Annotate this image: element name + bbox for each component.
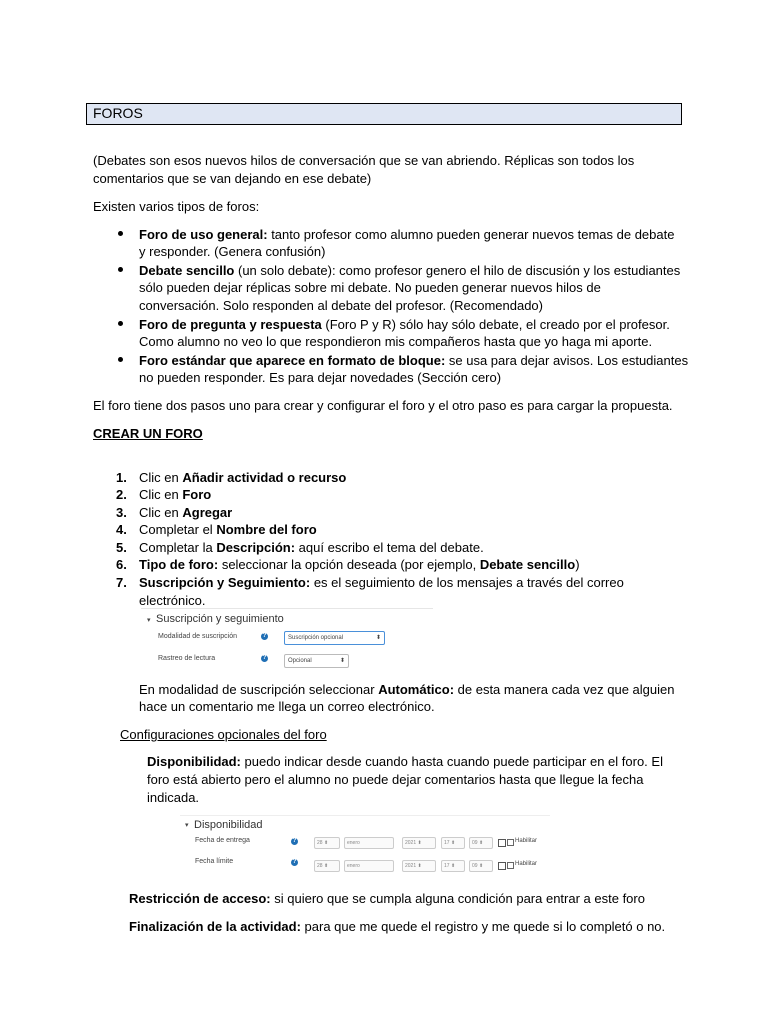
calendar-icon[interactable] — [498, 839, 506, 847]
crear-heading: CREAR UN FORO — [93, 426, 203, 441]
minute-select[interactable]: 09 ⬍ — [469, 837, 493, 849]
disp-line-1: Disponibilidad: puedo indicar desde cuando hasta cuando puede participar en el foro. El — [147, 754, 663, 769]
step-3: Clic en Agregar — [139, 505, 233, 520]
panel-heading: Disponibilidad — [194, 819, 263, 831]
calendar-icon[interactable] — [498, 862, 506, 870]
subscription-mode-select[interactable]: Suscripción opcional ⬍ — [284, 631, 385, 645]
collapse-caret-icon: ▾ — [185, 822, 189, 829]
bullet-2-line-2: sólo pueden dejar réplicas sobre mi debate. No pueden generar nuevos hilos de — [139, 280, 601, 295]
panel-heading: Suscripción y seguimiento — [156, 613, 284, 625]
due-date-label: Fecha de entrega — [195, 837, 250, 844]
disp-line-3: indicada. — [147, 790, 200, 805]
select-arrow-icon: ⬍ — [375, 635, 381, 641]
subscription-mode-label: Modalidad de suscripción — [158, 633, 237, 640]
bullet-dot — [118, 231, 123, 236]
subscription-settings-screenshot — [141, 608, 433, 671]
help-icon: ? — [292, 838, 297, 844]
step-7: Suscripción y Seguimiento: es el seguimiento de los mensajes a través del correo — [139, 575, 624, 590]
step-number: 1. — [116, 470, 127, 485]
year-select[interactable]: 2021 ⬍ — [402, 837, 436, 849]
day-select[interactable]: 28 ⬍ — [314, 860, 340, 872]
types-heading: Existen varios tipos de foros: — [93, 199, 260, 214]
step-number: 4. — [116, 522, 127, 537]
bullet-3-line-1: Foro de pregunta y respuesta (Foro P y R) sólo hay sólo debate, el creado por el profesor. — [139, 317, 670, 332]
bullet-3-line-2: Como alumno no veo lo que respondieron mis compañeros hasta que yo haga mi aporte. — [139, 334, 653, 349]
step-1: Clic en Añadir actividad o recurso — [139, 470, 347, 485]
help-icon: ? — [292, 859, 297, 865]
enable-label: Habilitar — [515, 838, 538, 844]
year-select[interactable]: 2021 ⬍ — [402, 860, 436, 872]
bullet-dot — [118, 267, 123, 272]
bullet-2-line-3: conversación. Solo responden al debate del profesor. (Recomendado) — [139, 298, 543, 313]
read-tracking-label: Rastreo de lectura — [158, 655, 216, 662]
auto-text-line-2: hace un comentario me llega un correo electrónico. — [139, 699, 435, 714]
step-5: Completar la Descripción: aquí escribo el tema del debate. — [139, 540, 484, 555]
minute-select[interactable]: 09 ⬍ — [469, 860, 493, 872]
hour-select[interactable]: 17 ⬍ — [441, 837, 465, 849]
step-number: 2. — [116, 487, 127, 502]
bullet-4-line-1: Foro estándar que aparece en formato de bloque: se usa para dejar avisos. Los estudiantes — [139, 353, 689, 368]
collapse-caret-icon: ▾ — [147, 617, 151, 624]
bullet-1-line-1: Foro de uso general: tanto profesor como alumno pueden generar nuevos temas de debate — [139, 227, 675, 242]
step-number: 7. — [116, 575, 127, 590]
hour-select[interactable]: 17 ⬍ — [441, 860, 465, 872]
bullet-1-line-2: y responder. (Genera confusión) — [139, 244, 326, 259]
completion-text: Finalización de la actividad: para que me quede el registro y me quede si lo completó o no. — [129, 919, 666, 934]
read-tracking-select[interactable]: Opcional ⬍ — [284, 654, 349, 668]
auto-text-line-1: En modalidad de suscripción seleccionar Automático: de esta manera cada vez que alguien — [139, 682, 675, 697]
deadline-label: Fecha límite — [195, 858, 234, 865]
config-heading: Configuraciones opcionales del foro — [120, 727, 327, 742]
help-icon: ? — [262, 633, 267, 639]
enable-label: Habilitar — [515, 861, 538, 867]
step-4: Completar el Nombre del foro — [139, 522, 317, 537]
section-title-box — [86, 103, 682, 125]
intro-line-1: (Debates son esos nuevos hilos de conversación que se van abriendo. Réplicas son todos los — [93, 153, 635, 168]
page-title: FOROS — [93, 105, 143, 121]
step-6: Tipo de foro: seleccionar la opción deseada (por ejemplo, Debate sencillo) — [139, 557, 580, 572]
step-number: 3. — [116, 505, 127, 520]
intro-line-2: comentarios que se van dejando en ese debate) — [93, 171, 372, 186]
enable-checkbox[interactable] — [507, 862, 514, 869]
two-steps-text: El foro tiene dos pasos uno para crear y configurar el foro y el otro paso es para cargar la propuesta. — [93, 398, 673, 413]
bullet-dot — [118, 321, 123, 326]
bullet-4-line-2: no pueden responder. Es para dejar novedades (Sección cero) — [139, 370, 502, 385]
availability-settings-screenshot — [180, 815, 550, 878]
bullet-2-line-1: Debate sencillo (un solo debate): como profesor genero el hilo de discusión y los estudiantes — [139, 263, 681, 278]
month-select[interactable]: enero — [344, 860, 394, 872]
help-icon: ? — [262, 655, 267, 661]
step-2: Clic en Foro — [139, 487, 212, 502]
enable-checkbox[interactable] — [507, 839, 514, 846]
month-select[interactable]: enero — [344, 837, 394, 849]
step-7-line-2: electrónico. — [139, 593, 206, 608]
restriction-text: Restricción de acceso: si quiero que se cumpla alguna condición para entrar a este foro — [129, 891, 645, 906]
day-select[interactable]: 28 ⬍ — [314, 837, 340, 849]
bullet-dot — [118, 357, 123, 362]
step-number: 5. — [116, 540, 127, 555]
select-arrow-icon: ⬍ — [339, 658, 345, 664]
step-number: 6. — [116, 557, 127, 572]
disp-line-2: foro está abierto pero el alumno no puede dejar comentarios hasta que llegue la fecha — [147, 772, 644, 787]
